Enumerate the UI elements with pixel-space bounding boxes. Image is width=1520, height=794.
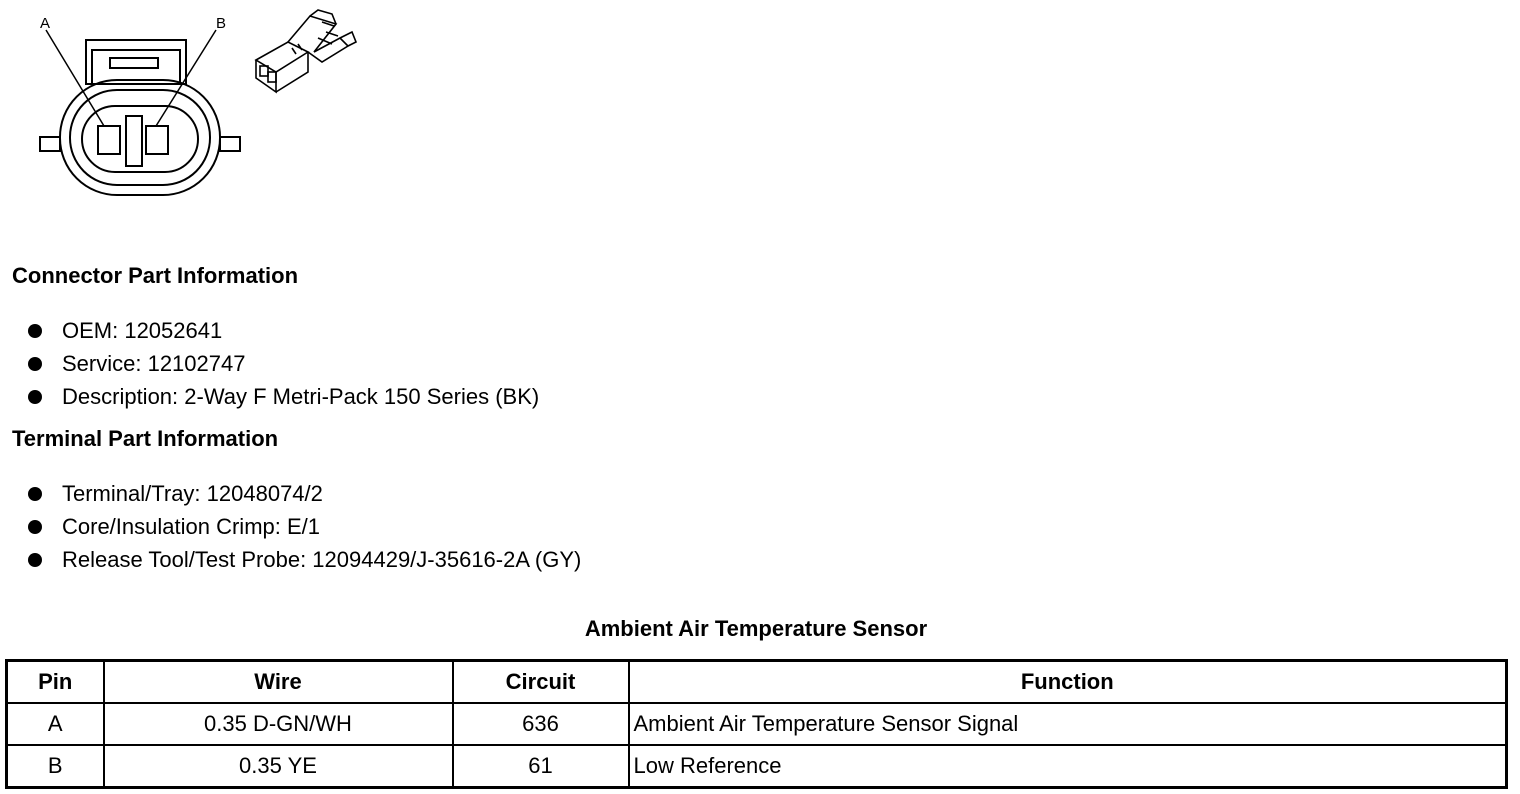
pin-b-label: B [216, 15, 227, 32]
table-row [7, 703, 1507, 745]
release-tool-info: Release Tool/Test Probe: 12094429/J-35616-2A (GY) [62, 547, 582, 572]
connector-part-list [28, 314, 539, 413]
circuit-cell: 636 [453, 703, 629, 745]
oem-info: OEM: 12052641 [62, 318, 223, 343]
pin-cell: A [7, 703, 104, 745]
bullet-icon [28, 553, 42, 567]
header-circuit: Circuit [453, 661, 629, 704]
wire-cell: 0.35 YE [104, 745, 453, 788]
bullet-icon [28, 324, 42, 338]
pin-cell: B [7, 745, 104, 788]
list-item [28, 347, 539, 380]
connector-part-heading: Connector Part Information [12, 263, 299, 288]
description-info: Description: 2-Way F Metri-Pack 150 Series (BK) [62, 384, 540, 409]
connector-face-diagram [30, 8, 250, 203]
bullet-icon [28, 390, 42, 404]
connector-isometric-illustration [248, 2, 360, 97]
circuit-cell: 61 [453, 745, 629, 788]
terminal-part-list [28, 477, 581, 576]
bullet-icon [28, 520, 42, 534]
function-cell: Low Reference [629, 745, 1507, 788]
wire-cell: 0.35 D-GN/WH [104, 703, 453, 745]
list-item [28, 314, 539, 347]
header-pin: Pin [7, 661, 104, 704]
header-wire: Wire [104, 661, 453, 704]
list-item [28, 543, 581, 576]
function-cell: Ambient Air Temperature Sensor Signal [629, 703, 1507, 745]
service-info: Service: 12102747 [62, 351, 246, 376]
header-function: Function [629, 661, 1507, 704]
list-item [28, 380, 539, 413]
table-row [7, 745, 1507, 788]
terminal-tray-info: Terminal/Tray: 12048074/2 [62, 481, 323, 506]
bullet-icon [28, 487, 42, 501]
terminal-part-heading: Terminal Part Information [12, 426, 279, 451]
pinout-table [5, 659, 1508, 789]
bullet-icon [28, 357, 42, 371]
crimp-info: Core/Insulation Crimp: E/1 [62, 514, 320, 539]
table-title: Ambient Air Temperature Sensor [584, 616, 928, 641]
list-item [28, 477, 581, 510]
list-item [28, 510, 581, 543]
table-header-row [7, 661, 1507, 704]
pin-a-label: A [40, 15, 51, 32]
